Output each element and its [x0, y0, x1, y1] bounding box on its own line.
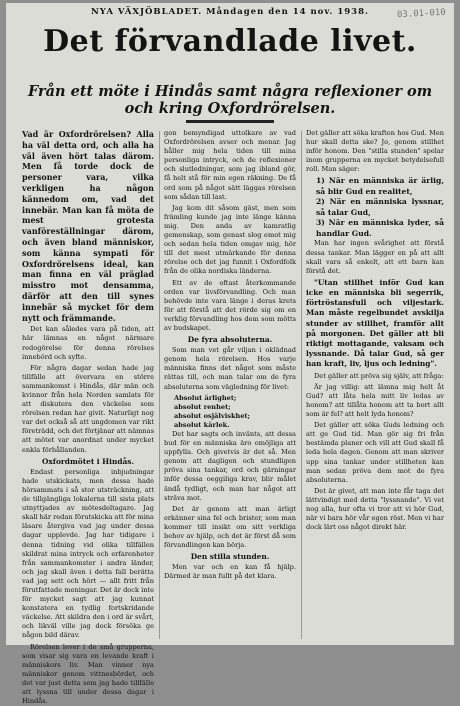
paragraph: Jag kom dit såsom gäst, men som främling kunde jag inte länge känna mig. Den anda av kamratlig gemenskap, som genast slog emot mig och sedan hela tiden omgav mig, hör till det mest utmärkande för denna rörelse och det jag funnit i Oxfordfolk från de olika nordiska länderna.	[164, 203, 296, 276]
absolutes-list	[164, 394, 296, 430]
paragraph: Man har ingen svårighet att förstå dessa tankar. Man lägger en på att allt skall vara så enkelt, att ett barn kan förstå det.	[306, 239, 444, 275]
paragraph: Ett av de oftast återkommande orden var livsförvandling. Och man behövde inte vara länge i deras krets för att förstå att det rörde sig om en verklig förvandling hos dem som mötts av budskapet.	[164, 278, 296, 332]
column-divider	[159, 131, 160, 639]
headline-rule	[186, 120, 274, 123]
list-item: 3) När en människa lyder, så handlar Gud.	[316, 218, 444, 238]
list-item: absolut osjälviskhet;	[174, 411, 250, 420]
paragraph: Det är genom att man ärligt erkänner sina fel och brister, som man kommer till insikt om sitt verkliga behov av hjälp, och det är först då som förvandlingen kan börja.	[164, 504, 296, 550]
newspaper-clipping	[6, 3, 454, 706]
section-heading: Den stilla stunden.	[190, 552, 270, 562]
principles-list	[306, 176, 444, 239]
paragraph: Det har sagts och invänts, att dessa bud för en människa äro omöjliga att uppfylla. Och givetvis är det så. Men genom att dagligen och stundligen pröva sina tankar, ord och gärningar inför dessa oeggiliga krav, blir målet ändå tydligt, och man har något att sträva mot.	[164, 430, 296, 502]
paragraph: gon bemyndigad uttolkare av vad Oxfordrörelsen avser och menar. Jag håller mig hela tiden till mina personliga intryck, och de reflexioner och slutledningar, som jag ibland gör, få helt stå för min egen räkning. De få ord som på något sätt läggas rörelsen som sådan till last.	[164, 129, 296, 201]
quote-paragraph: "Utan stillhet inför Gud kan icke en människa bli segerrik, förtröstansfull och viljestark. Man måste regelbundet avskilja stunder av stillhet, framför allt på morgonen. Det gäller att bli riktigt mottagande, vaksam och lyssnande. Då talar Gud, så ger han kraft, liv, ljus och ledning".	[306, 277, 444, 369]
lead-paragraph: Vad är Oxfordrörelsen? Alla ha väl detta ord, och alla ha väl även hört talas därom. Men få torde dock de personer vara, vilka verkligen ha någon kännedom om, vad det innebär. Man kan få möta de mest grotesta vanföreställningar därom, och även bland människor, som känna sympati för Oxfordrörelsens ideal, kan man finna en väl präglad misstro mot densamma, därför att den till synes innebär så mycket för dem nytt och främmande.	[22, 129, 154, 323]
list-item: absolut renhet;	[174, 402, 231, 411]
section-heading: De fyra absoluterna.	[187, 335, 273, 345]
column-divider	[301, 131, 302, 639]
list-item: 1) När en människa är ärlig, så blir Gud en realitet,	[316, 176, 444, 196]
list-item: absolut kärlek.	[174, 420, 230, 429]
archive-stamp: 03.01-010	[396, 7, 447, 21]
article-column-1	[22, 129, 154, 706]
section-heading: Oxfordmötet i Hindås.	[41, 456, 135, 466]
article-column-3	[306, 129, 444, 637]
list-item: Absolut ärlighet;	[174, 393, 237, 402]
paragraph: Det gäller att söka kraften hos Gud. Men hur skall detta ske? Jo, genom stillhet inför honom. Den "stilla stunden" spelar inom grupperna en mycket betydelsefull roll. Man säger:	[306, 129, 444, 174]
masthead: NYA VÄXJÖBLADET. Måndagen den 14 nov. 1938.	[91, 7, 369, 17]
paragraph: Det är givet, att man inte får taga det lättvindigt med detta "lyssnande". Vi vet nog alla, hur ofta vi tror att vi hör Gud, när vi bara hör vår egen röst. Men vi har dock lärt oss något direkt här.	[306, 486, 444, 532]
headline: Det förvandlade livet.	[43, 24, 417, 59]
paragraph: Som man vet går viljan i oklädnad genom hela rörelsen. Hos varje människa finns det något som måste rättas till, och man talar om de fyra absoluterna som vägledning för livet:	[164, 346, 296, 391]
subheadline: Från ett möte i Hindås samt några reflexioner om och kring Oxfordrörelsen.	[27, 83, 433, 117]
paragraph: Rörelsen lever i de små grupperna, som visar sig vara en levande kraft i människors liv. Man vinner nya människor genom vittnesbördet, och det var just detta som jag hade tillfälle att lyssna till under dessa dagar i Hindås.	[22, 642, 154, 706]
paragraph: Är jag villig: att lämna mig helt åt Gud? att låta hela mitt liv ledas av honom? att tillåta honom att ta bort allt som är fel? att helt lyda honom?	[306, 382, 444, 419]
list-item: 2) När en människa lyssnar, så talar Gud,	[316, 197, 444, 217]
article-column-2	[164, 129, 296, 637]
paragraph: För några dagar sedan hade jag tillfälle att övervara en större sammankomst i Hindås, där män och kvinnor från hela Norden samlats för att diskutera den väckelse som rörelsen redan har givit. Naturligt nog var det också så att ungdomen var rikt företrädd, och det förtjänar att nämnas att mötet var anordnat under mycket enkla förhållanden.	[22, 363, 154, 454]
paragraph: Men var och en kan få hjälp. Därmed är man fullt på det klara.	[164, 563, 296, 581]
paragraph: Det gäller att söka Guds ledning och att ge Gud tid. Man gör sig fri från bestämda planer och vill att Gud skall få leda hela dagen. Genom att man skriver upp sina tankar under stillheten kan man sedan pröva dem mot de fyra absoluterna.	[306, 421, 444, 484]
paragraph: Det kan således vara på tiden, att här lämnas en något närmare redogörelse för denna rörelses innebörd och syfte.	[22, 325, 154, 361]
paragraph: Det gäller att pröva sig själv, att fråga:	[314, 371, 444, 380]
paragraph: Endast personliga inbjudningar hade utskickats, men dessa hade hörsammats i så stor utsträckning, att de tillgängliga lokalerna till sista plats utnyttjades av mötesdeltagare. Jag skall här redan förutskicka att för mina läsare återgiva vad jag under dessa dagar upplevde. Jag har tidigare i denna tidning vid olika tillfällen skildrat mina intryck och erfarenheter från sammankomster i andra länder, och jag skall även i detta fall berätta vad jag sett och hört — allt fritt från förutfattade meningar. Det är dock inte för mycket sagt att jag kunnat konstatera en tydlig fortskridande väckelse. Att skildra den i ord är svårt, och likväl ville jag dock försöka ge någon bild därav.	[22, 467, 154, 640]
